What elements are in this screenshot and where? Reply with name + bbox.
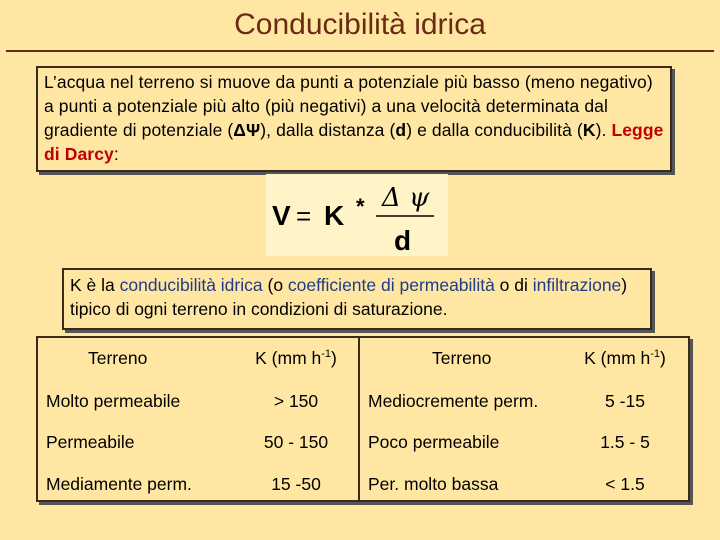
table-cell-soil: Per. molto bassa — [368, 474, 499, 494]
column-divider — [358, 338, 360, 500]
formula-numerator: Δ ψ — [382, 183, 430, 213]
darcy-law-label: Legge di Darcy — [44, 120, 664, 164]
header-k-close: ) — [331, 348, 337, 368]
text-segment: o di — [494, 275, 533, 295]
text-segment: ) e dalla conducibilità ( — [406, 120, 583, 140]
header-terreno-right: Terreno — [432, 348, 492, 368]
table-cell-k: > 150 — [273, 391, 319, 411]
header-terreno-left: Terreno — [88, 348, 148, 368]
darcy-description-box — [36, 66, 672, 172]
permeability-table — [36, 336, 690, 502]
formula-v: V — [272, 200, 291, 231]
header-k-exponent: -1 — [650, 348, 661, 361]
darcy-formula — [266, 174, 448, 256]
table-cell-k: < 1.5 — [605, 474, 645, 494]
formula-denominator: d — [394, 225, 412, 256]
delta-psi-symbol: ΔΨ — [233, 120, 261, 140]
term-permeabilita: coefficiente di permeabilità — [287, 275, 495, 295]
text-segment: : — [113, 144, 119, 164]
table-cell-k: 1.5 - 5 — [600, 432, 650, 452]
formula-equals: = — [296, 201, 312, 231]
text-segment: ) tipico di ogni terreno in condizioni di saturazione. — [70, 275, 628, 319]
header-k-text: K (mm h — [584, 348, 651, 368]
table-cell-soil: Permeabile — [46, 432, 135, 452]
text-segment: ). — [595, 120, 612, 140]
term-infiltrazione: infiltrazione — [532, 275, 622, 295]
conductivity-symbol: K — [582, 120, 596, 140]
table-cell-soil: Molto permeabile — [46, 391, 181, 411]
formula-star: * — [356, 194, 365, 219]
slide-title: Conducibilità idrica — [234, 8, 486, 41]
header-k-left — [236, 348, 356, 369]
table-cell-soil: Poco permeabile — [368, 432, 500, 452]
distance-symbol: d — [395, 120, 407, 140]
formula-k: K — [324, 200, 345, 231]
title-underline — [6, 50, 714, 52]
table-cell-soil: Mediocremente perm. — [368, 391, 539, 411]
term-conducibilita: conducibilità idrica — [119, 275, 263, 295]
table-cell-k: 5 -15 — [605, 391, 645, 411]
text-segment: L’acqua nel terreno si muove da punti a potenziale più basso (meno negativo) a punti a potenziale più alto (più negativi) a una velocità determinata dal gradiente di potenziale ( — [44, 72, 653, 140]
text-segment: (o — [262, 275, 288, 295]
header-k-close: ) — [660, 348, 666, 368]
conductivity-definition-box — [62, 268, 652, 330]
header-k-exponent: -1 — [321, 348, 332, 361]
text-segment: ), dalla distanza ( — [260, 120, 396, 140]
header-k-right — [558, 348, 692, 369]
table-cell-k: 50 - 150 — [263, 432, 329, 452]
header-k-text: K (mm h — [255, 348, 322, 368]
table-cell-k: 15 -50 — [271, 474, 321, 494]
table-cell-soil: Mediamente perm. — [46, 474, 192, 494]
text-segment: K è la — [70, 275, 120, 295]
